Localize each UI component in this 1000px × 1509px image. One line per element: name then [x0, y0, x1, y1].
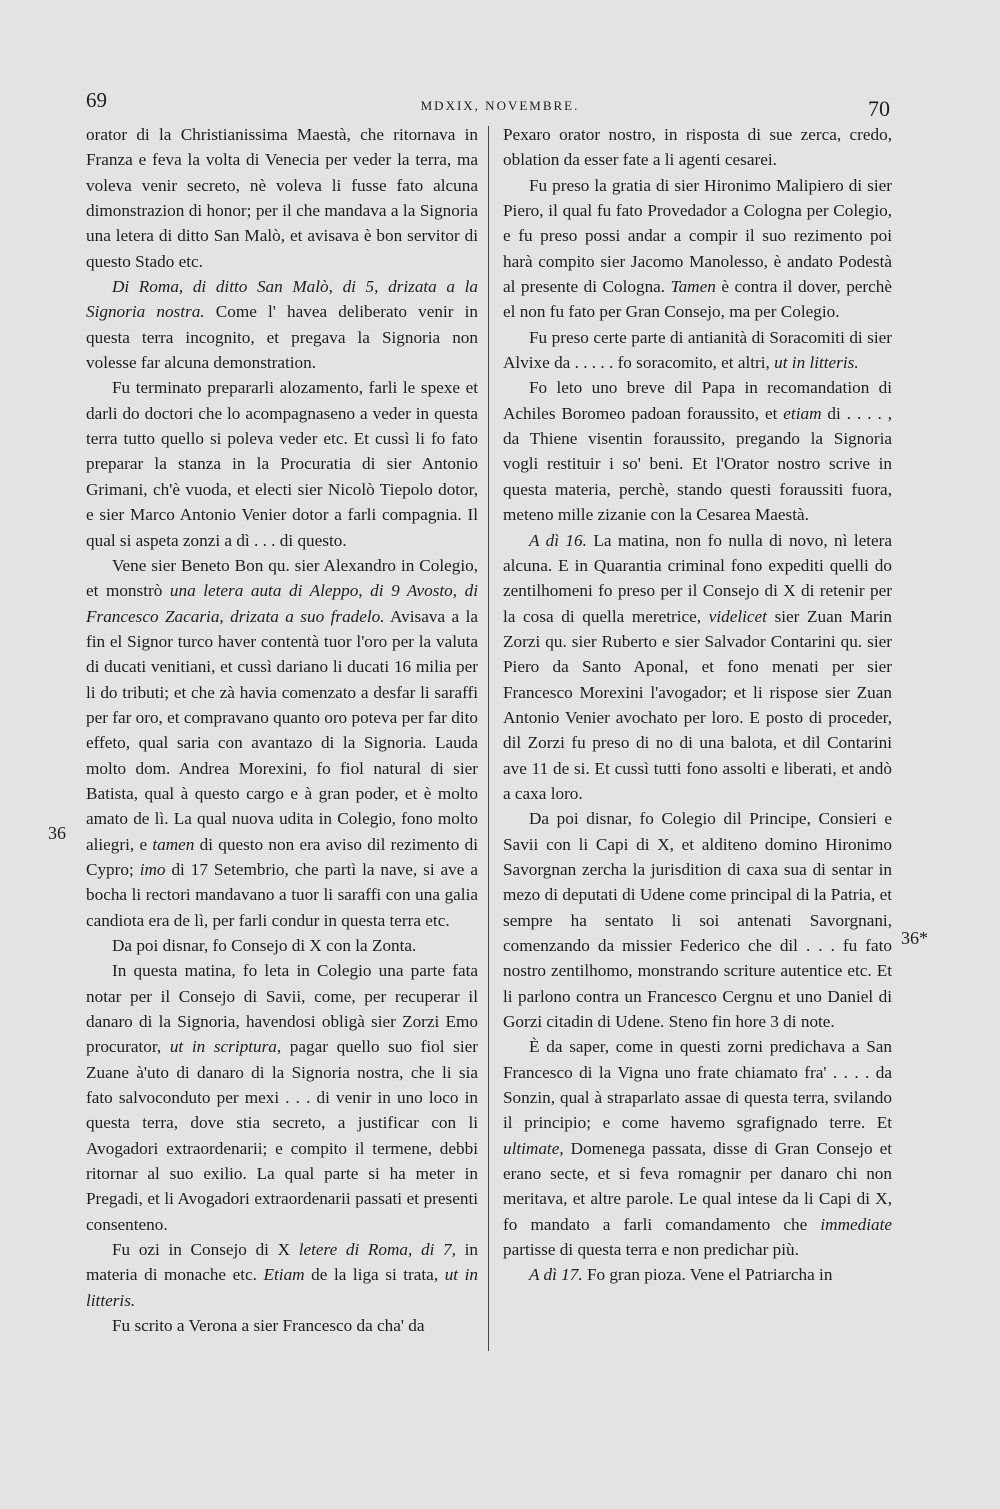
paragraph: Fu terminato prepararli alozamento, farli le spexe et darli do doctori che lo acompagnaseno a veder in questa terra tutto quello si poleva veder etc. Et cussì li fo fato preparar la stanza in la Procuratia di sier Antonio Grimani, ch'è vuoda, et electi sier Nicolò Tiepolo dotor, e sier Marco Antonio Venier dotor a farli compagnia. Il qual si aspeta zonzi a dì . . . di questo.: [86, 378, 478, 550]
page-number-right: 70: [868, 96, 890, 121]
paragraph: A dì 17. Fo gran pioza. Vene el Patriarcha in: [529, 1265, 833, 1285]
paragraph: Fo leto uno breve dil Papa in recomandation di Achiles Boromeo padoan foraussito, et etiam di . . . . , da Thiene visentin foraussito, pregando la Signoria vogli restituir i so' beni. Et l'Orator nostro scrive in questa materia, perchè, stando questi foraussiti fuora, meteno mille zizanie con la Cesarea Maestà.: [503, 378, 892, 525]
margin-number-right: 36*: [901, 928, 928, 948]
right-column: [503, 122, 892, 1288]
paragraph: A dì 16. La matina, non fo nulla di novo, nì letera alcuna. E in Quarantia criminal fono expediti quelli do zentilhomeni fo preso per il Consejo di X di retenir per la cosa di quella meretrice, videlicet sier Zuan Marin Zorzi qu. sier Ruberto e sier Salvador Contarini qu. sier Piero da Santo Aponal, et fono menati per sier Francesco Morexini l'avogador; et li rispose sier Zuan Antonio Venier avochato per loro. E posto di proceder, dil Zorzi fu preso di no di una balota, et dil Contarini ave 11 de si. Et cussì tutti fono assolti e liberati, et andò a caxa loro.: [503, 530, 892, 803]
paragraph: Da poi disnar, fo Colegio dil Principe, Consieri e Savii con li Capi di X, et alditeno domino Hironimo Savorgnan zercha la jurisdition di caxa sua di sentar in mezo di deputati di Udene come principal di la Patria, et sempre ha sentato li soi antenati Savorgnani, comenzando da missier Federico che dil . . . fu fato nostro zentilhomo, monstrando scriture autentice etc. Et li parlono contra un Francesco Cergnu et uno Daniel di Gorzi citadin di Udene. Steno fin hore 3 di note.: [503, 809, 892, 1032]
paragraph: Fu ozi in Consejo di X letere di Roma, di 7, in materia di monache etc. Etiam de la liga si trata, ut in litteris.: [86, 1240, 479, 1310]
running-title: MDXIX, NOVEMBRE.: [420, 98, 580, 113]
paragraph: Pexaro orator nostro, in risposta di sue zerca, credo, oblation da esser fate a li agenti cesarei.: [503, 125, 892, 170]
paragraph: Fu scrito a Verona a sier Francesco da cha' da: [112, 1316, 425, 1336]
paragraph: Fu preso certe parte di antianità di Soracomiti di sier Alvixe da . . . . . fo soracomito, et altri, ut in litteris.: [503, 327, 892, 373]
paragraph: Vene sier Beneto Bon qu. sier Alexandro in Colegio, et monstrò una letera auta di Aleppo, di 9 Avosto, di Francesco Zacaria, drizata a suo fradelo. Avisava a la fin el Signor turco haver contentà tuor l'oro per la valuta di ducati venitiani, et cussì dariano li ducati 16 milia per li do tributi; et che zà havia comenzato a desfar li saraffi per far oro, et compravano quanto oro poteva per far dito effeto, qual saria con avantazo di la Signoria. Lauda molto dom. Andrea Morexini, fo fiol natural di sier Batista, qual à questo cargo e à gran poder, et è molto amato de lì. La qual nuova udita in Colegio, fono molto aliegri, e tamen di questo non era aviso dil rezimento di Cypro; imo di 17 Setembrio, che partì la nave, si ave a bocha li rectori mandavano a tuor li saraffi con una galia candiota era de lì, per farli condur in questa terra etc.: [86, 555, 479, 930]
paragraph: Fu preso la gratia di sier Hironimo Malipiero di sier Piero, il qual fu fato Provedador a Cologna per Colegio, e fu preso possi andar a compir il suo rezimento poi harà compito sier Jacomo Manolesso, è andato Podestà al presente di Cologna. Tamen è contra il dover, perchè el non fu fato per Gran Consejo, ma per Colegio.: [503, 175, 892, 322]
paragraph: Da poi disnar, fo Consejo di X con la Zonta.: [112, 936, 417, 955]
paragraph: È da saper, come in questi zorni predichava a San Francesco di la Vigna uno frate chiamato fra' . . . . da Sonzin, qual à straparlato assae di questa terra, svilando il principio; e come havemo sgrafignado terre. Et ultimate, Domenega passata, disse di Gran Consejo et erano secte, et si feva romagnir per danaro chi non meritava, et altre parole. Le qual intese da li Capi di X, fo mandato a farli comandamento che immediate partisse di questa terra e non predichar più.: [503, 1037, 892, 1260]
paragraph: orator di la Christianissima Maestà, che ritornava in Franza e feva la volta di Venecia per veder la terra, ma voleva venir secreto, nè voleva li fusse fato alcuna dimonstrazion di honor; per il che mandava a la Signoria una letera di ditto San Malò, et avisava è bon servitor di questo Stado etc.: [86, 125, 478, 271]
margin-number-left: 36: [48, 823, 66, 843]
page-number-left: 69: [86, 88, 107, 112]
left-column: [86, 122, 478, 1339]
paragraph: Di Roma, di ditto San Malò, di 5, drizata a la Signoria nostra. Come l' havea deliberato venir in questa terra incognito, et pregava la Signoria non volesse far alcuna demonstration.: [86, 277, 478, 373]
column-divider: [488, 126, 489, 1351]
paragraph: In questa matina, fo leta in Colegio una parte fata notar per il Consejo di Savii, come, per recuperar il danaro di la Signoria, havendosi obligà sier Zorzi Emo procurator, ut in scriptura, pagar quello suo fiol sier Zuane à'uto di danaro di la Signoria nostra, che li sia fato salvoconduto per mexi . . . di venir in uno loco in questa terra, dove stia secreto, a justificar con li Avogadori extraordenarii; e compito il termene, debbi ritornar al suo exilio. La qual parte si ha meter in Pregadi, et li Avogadori extraordenarii passati et presenti consenteno.: [86, 961, 478, 1234]
